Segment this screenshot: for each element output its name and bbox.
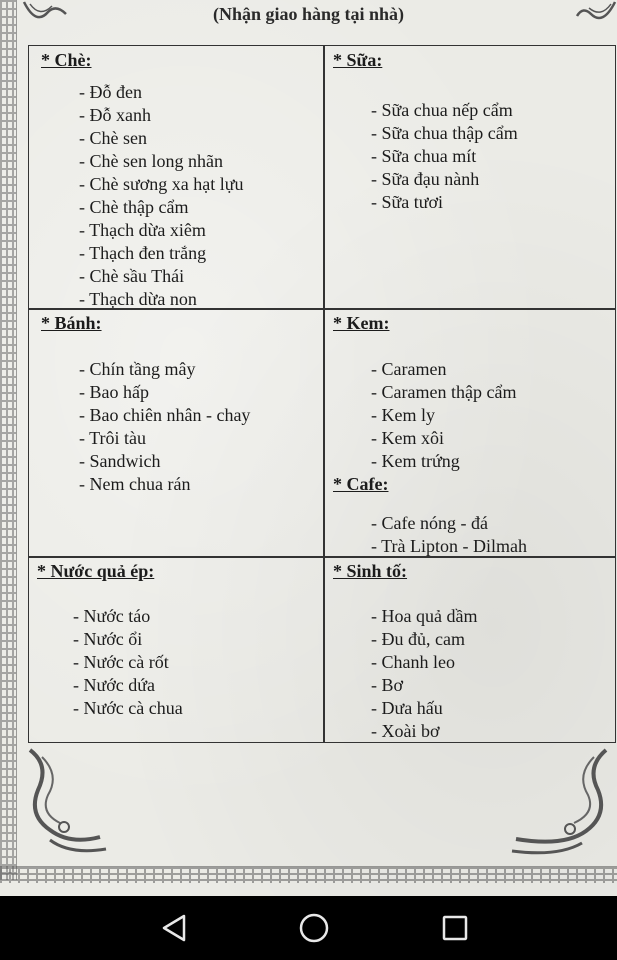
menu-item: - Đỗ đen <box>79 81 244 104</box>
section-kem <box>333 312 389 334</box>
section-title-cafe: * Cafe: <box>333 474 389 494</box>
menu-item: - Kem xôi <box>371 427 516 450</box>
menu-item: - Đỗ xanh <box>79 104 244 127</box>
menu-item: - Chè sen long nhãn <box>79 150 244 173</box>
menu-item: - Dưa hấu <box>371 697 477 720</box>
menu-item: - Chè sầu Thái <box>79 265 244 288</box>
item-list-banh <box>79 358 250 496</box>
section-che <box>41 49 92 71</box>
item-list-cafe <box>371 512 527 558</box>
grid-divider-row-2 <box>29 556 615 558</box>
back-button[interactable] <box>156 910 192 946</box>
section-sua-list <box>371 99 518 214</box>
section-nuoc-qua-ep <box>37 560 154 582</box>
back-triangle-icon <box>160 913 188 943</box>
menu-grid <box>28 45 616 743</box>
menu-item: - Xoài bơ <box>371 720 477 743</box>
menu-item: - Sữa đạu nành <box>371 168 518 191</box>
menu-item: - Nước cà chua <box>73 697 183 720</box>
menu-item: - Chè sương xa hạt lựu <box>79 173 244 196</box>
bottom-left-ornament-icon <box>20 745 110 860</box>
menu-item: - Cafe nóng - đá <box>371 512 527 535</box>
menu-item: - Sữa chua nếp cẩm <box>371 99 518 122</box>
page-subtitle: (Nhận giao hàng tại nhà) <box>212 4 405 24</box>
menu-item: - Nước cà rốt <box>73 651 183 674</box>
section-che-list <box>79 81 244 311</box>
menu-item: - Chè sen <box>79 127 244 150</box>
item-list-nuoc-qua-ep <box>73 605 183 720</box>
menu-item: - Trôi tàu <box>79 427 250 450</box>
section-title-che: * Chè: <box>41 50 92 70</box>
left-decorative-border <box>0 0 17 880</box>
recents-button[interactable] <box>437 910 473 946</box>
menu-item: - Bao chiên nhân - chay <box>79 404 250 427</box>
section-title-banh: * Bánh: <box>41 313 102 333</box>
menu-item: - Chín tầng mây <box>79 358 250 381</box>
section-banh <box>41 312 102 334</box>
menu-item: - Kem trứng <box>371 450 516 473</box>
menu-item: - Trà Lipton - Dilmah <box>371 535 527 558</box>
android-navigation-bar <box>0 896 617 960</box>
menu-item: - Sữa chua thập cẩm <box>371 122 518 145</box>
menu-item: - Sữa tươi <box>371 191 518 214</box>
menu-item: - Thạch dừa xiêm <box>79 219 244 242</box>
section-cafe <box>333 473 388 495</box>
bottom-right-ornament-icon <box>508 745 616 860</box>
home-button[interactable] <box>296 910 332 946</box>
recents-square-icon <box>441 914 469 942</box>
item-list-che <box>79 81 244 311</box>
item-list-sinh-to <box>371 605 477 743</box>
menu-item: - Caramen <box>371 358 516 381</box>
menu-item: - Nước táo <box>73 605 183 628</box>
menu-item: - Bơ <box>371 674 477 697</box>
section-title-nuoc-qua-ep: * Nước quả ép: <box>37 561 155 581</box>
section-sinh-to <box>333 560 407 582</box>
grid-vertical-divider <box>323 46 325 742</box>
section-title-kem: * Kem: <box>333 313 390 333</box>
menu-item: - Sandwich <box>79 450 250 473</box>
item-list-sua <box>371 99 518 214</box>
menu-item: - Nước dứa <box>73 674 183 697</box>
menu-item: - Thạch dừa non <box>79 288 244 311</box>
home-circle-icon <box>298 912 330 944</box>
section-title-sua: * Sữa: <box>333 50 383 70</box>
menu-item: - Đu đủ, cam <box>371 628 477 651</box>
bottom-decorative-border <box>0 866 617 883</box>
menu-item: - Hoa quả dầm <box>371 605 477 628</box>
section-nuoc-qua-ep-list <box>73 605 183 720</box>
menu-item: - Nước ổi <box>73 628 183 651</box>
section-cafe-list <box>371 512 527 558</box>
menu-item: - Nem chua rán <box>79 473 250 496</box>
section-sinh-to-list <box>371 605 477 743</box>
menu-item: - Sữa chua mít <box>371 145 518 168</box>
menu-item: - Caramen thập cẩm <box>371 381 516 404</box>
section-sua <box>333 49 382 71</box>
menu-item: - Bao hấp <box>79 381 250 404</box>
menu-item: - Kem ly <box>371 404 516 427</box>
section-kem-list <box>371 358 516 473</box>
item-list-kem <box>371 358 516 473</box>
section-banh-list <box>79 358 250 496</box>
menu-item: - Thạch đen trắng <box>79 242 244 265</box>
section-title-sinh-to: * Sinh tố: <box>333 561 408 581</box>
menu-item: - Chè thập cẩm <box>79 196 244 219</box>
menu-item: - Chanh leo <box>371 651 477 674</box>
